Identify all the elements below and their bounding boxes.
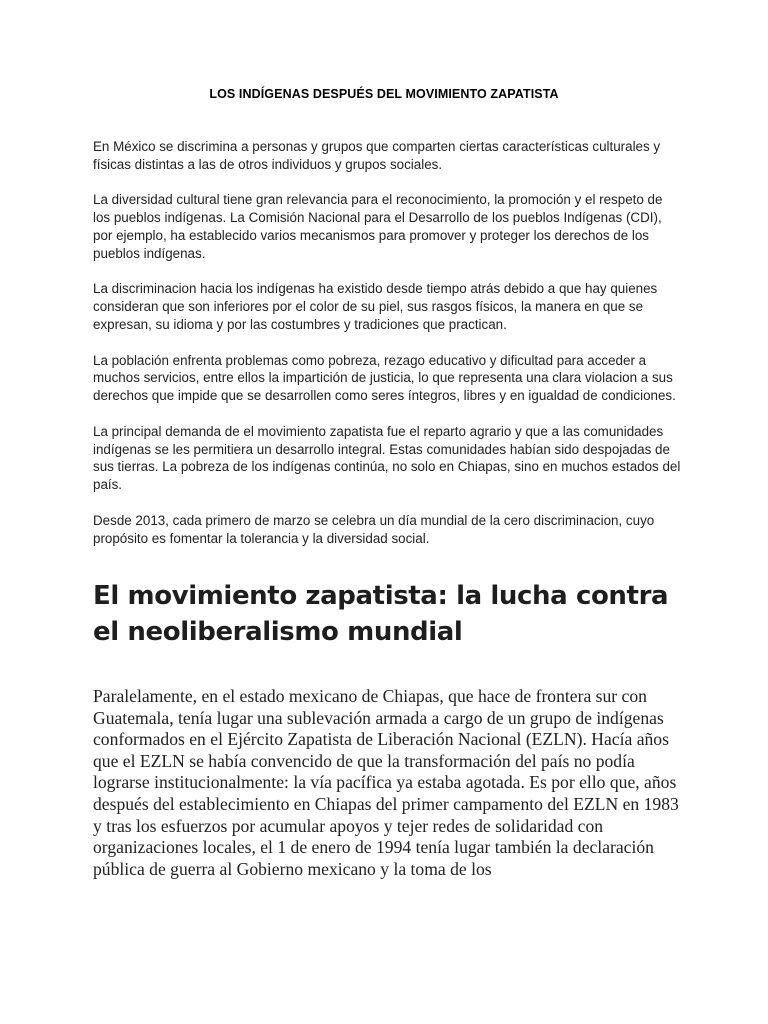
section-heading: El movimiento zapatista: la lucha contra el neoliberalismo mundial [93,581,669,647]
document-title: LOS INDÍGENAS DESPUÉS DEL MOVIMIENTO ZAPATISTA [209,87,559,101]
intro-text-block [93,138,683,565]
paragraph: La discriminacion hacia los indígenas ha existido desde tiempo atrás debido a que hay quienes consideran que son inferiores por el color de su piel, sus rasgos físicos, la manera en que se expresan, su idioma y por las costumbres y tradiciones que practican. [93,281,658,332]
paragraph: En México se discrimina a personas y grupos que comparten ciertas características culturales y físicas distintas a las de otros individuos y grupos sociales. [93,139,661,172]
section-body-text: Paralelamente, en el estado mexicano de Chiapas, que hace de frontera sur con Guatemala, tenía lugar una sublevación armada a cargo de un grupo de indígenas conformados en el Ejército Zapatista de Liberación Nacional (EZLN). Hacía años que el EZLN se había convencido de que la transformación del país no podía lograrse institucionalmente: la vía pacífica ya estaba agotada. Es por ello que, años después del establecimiento en Chiapas del primer campamento del EZLN en 1983 y tras los esfuerzos por acumular apoyos y tejer redes de solidaridad con organizaciones locales, el 1 de enero de 1994 tenía lugar también la declaración pública de guerra al Gobierno mexicano y la toma de los [93,686,679,879]
paragraph: La principal demanda de el movimiento zapatista fue el reparto agrario y que a las comunidades indígenas se les permitiera un desarrollo integral. Estas comunidades habían sido despojadas de sus tierras. La pobreza de los indígenas continúa, no solo en Chiapas, sino en muchos estados del país. [93,423,681,493]
paragraph: La diversidad cultural tiene gran relevancia para el reconocimiento, la promoción y el respeto de los pueblos indígenas. La Comisión Nacional para el Desarrollo de los pueblos Indígenas (CDI), por ejemplo, ha establecido varios mecanismos para promover y proteger los derechos de los pueblos indígenas. [93,192,663,261]
paragraph: Desde 2013, cada primero de marzo se celebra un día mundial de la cero discriminacion, cuyo propósito es fomentar la tolerancia y la diversidad social. [93,512,655,546]
paragraph: La población enfrenta problemas como pobreza, rezago educativo y dificultad para acceder a muchos servicios, entre ellos la impartición de justicia, lo que representa una clara violacion a sus derechos que impide que se desarrollen como seres íntegros, libres y en igualdad de condiciones. [93,352,676,404]
